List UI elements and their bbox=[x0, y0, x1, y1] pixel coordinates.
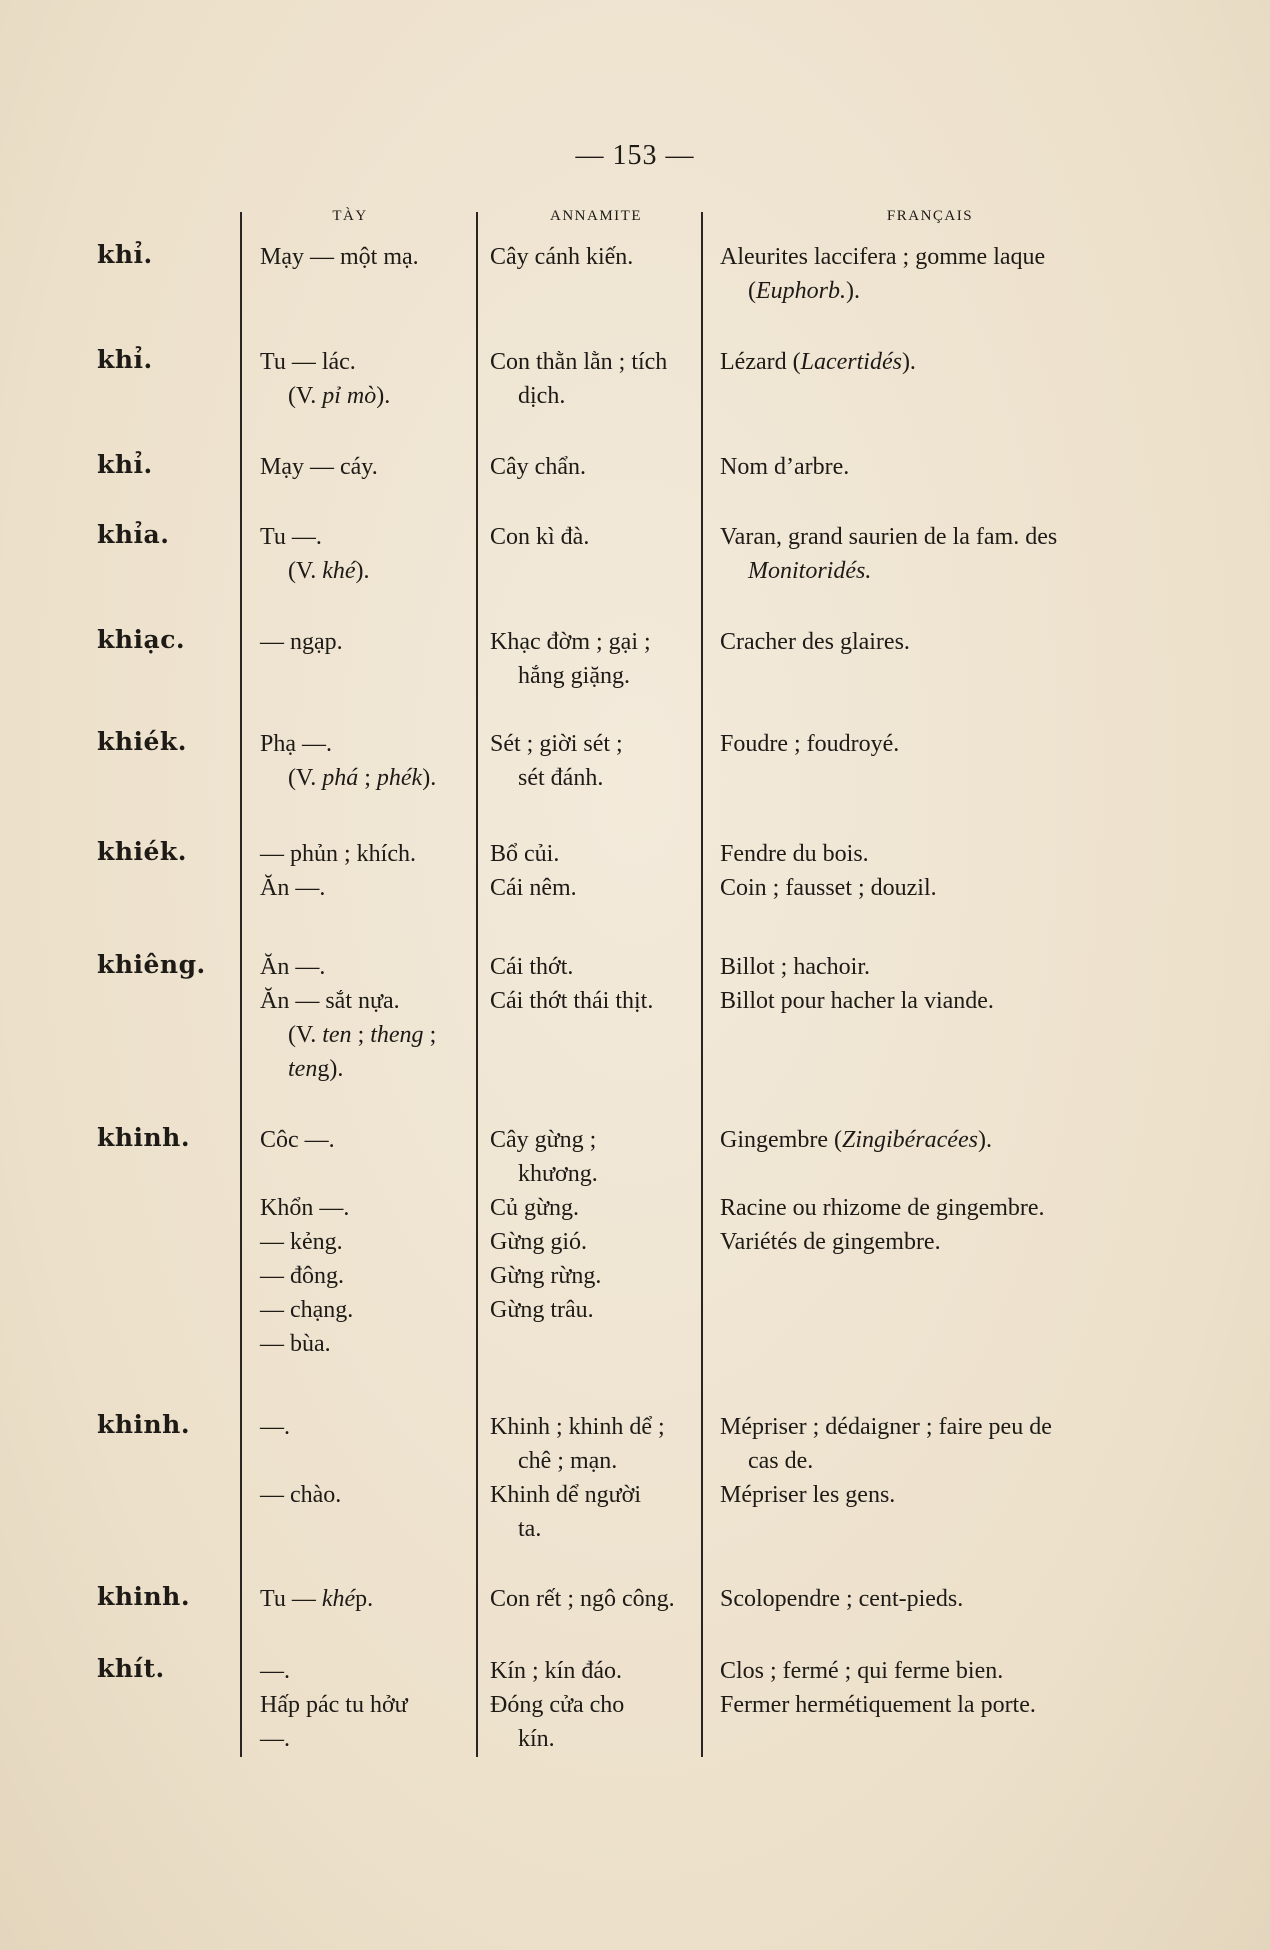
text-line: (V. ten ; theng ; bbox=[288, 1022, 437, 1048]
text-line: (V. khé). bbox=[288, 558, 370, 584]
text-line: Ăn —. bbox=[260, 875, 326, 901]
column-header-tay: TÀY bbox=[332, 208, 368, 224]
text-line: Gừng rừng. bbox=[490, 1263, 602, 1289]
text-line: Đóng cửa cho bbox=[490, 1692, 625, 1718]
francais-text bbox=[720, 950, 1140, 1018]
annamite-text bbox=[490, 345, 700, 413]
annamite-text bbox=[490, 1654, 700, 1756]
text-line: —. bbox=[260, 1726, 290, 1752]
text-line: Cây cánh kiến. bbox=[490, 244, 634, 270]
text-line: Coin ; fausset ; douzil. bbox=[720, 875, 937, 901]
text-line: Gingembre (Zingibéracées). bbox=[720, 1127, 992, 1153]
annamite-text bbox=[490, 1410, 700, 1546]
text-line: — phủn ; khích. bbox=[260, 841, 416, 867]
annamite-text bbox=[490, 450, 700, 484]
tay-text bbox=[260, 1582, 470, 1616]
text-line: — ngạp. bbox=[260, 629, 343, 655]
text-line: —. bbox=[260, 1414, 290, 1440]
text-line: cas de. bbox=[748, 1448, 814, 1474]
annamite-text bbox=[490, 1123, 700, 1327]
headword: khiêng. bbox=[97, 950, 206, 979]
francais-text bbox=[720, 345, 1140, 379]
text-line: —. bbox=[260, 1658, 290, 1684]
tay-text bbox=[260, 520, 470, 588]
text-line: Phạ —. bbox=[260, 731, 332, 757]
text-line: Cái thớt thái thịt. bbox=[490, 988, 654, 1014]
headword: khỉ. bbox=[97, 450, 153, 479]
text-line: Fermer hermétiquement la porte. bbox=[720, 1692, 1036, 1718]
headword: khít. bbox=[97, 1654, 165, 1683]
text-line bbox=[720, 1157, 1140, 1191]
text-line: Lézard (Lacertidés). bbox=[720, 349, 916, 375]
text-line: Aleurites laccifera ; gomme laque bbox=[720, 244, 1046, 270]
francais-text bbox=[720, 240, 1140, 308]
headword: khinh. bbox=[97, 1582, 191, 1611]
column-header-annamite: ANNAMITE bbox=[550, 208, 642, 224]
text-line: Varan, grand saurien de la fam. des bbox=[720, 524, 1058, 550]
tay-text bbox=[260, 727, 470, 795]
column-divider-1 bbox=[240, 212, 242, 1757]
text-line: Nom d’arbre. bbox=[720, 454, 850, 480]
francais-text bbox=[720, 450, 1140, 484]
text-line: Billot ; hachoir. bbox=[720, 954, 870, 980]
annamite-text bbox=[490, 240, 700, 274]
francais-text bbox=[720, 727, 1140, 761]
francais-text bbox=[720, 1654, 1140, 1722]
headword: khinh. bbox=[97, 1123, 191, 1152]
text-line: Củ gừng. bbox=[490, 1195, 580, 1221]
text-line: Sét ; giời sét ; bbox=[490, 731, 623, 757]
francais-text bbox=[720, 1410, 1140, 1512]
headword: khinh. bbox=[97, 1410, 191, 1439]
text-line: Hấp pác tu hởư bbox=[260, 1692, 408, 1718]
francais-text bbox=[720, 520, 1140, 588]
text-line: Con thằn lằn ; tích bbox=[490, 349, 668, 375]
text-line: Khạc đờm ; gại ; bbox=[490, 629, 651, 655]
headword: khiék. bbox=[97, 727, 187, 756]
text-line: — đông. bbox=[260, 1263, 344, 1289]
text-line: Clos ; fermé ; qui ferme bien. bbox=[720, 1658, 1004, 1684]
text-line: Côc —. bbox=[260, 1127, 335, 1153]
text-line: dịch. bbox=[518, 383, 566, 409]
text-line: Cracher des glaires. bbox=[720, 629, 910, 655]
text-line: Scolopendre ; cent-pieds. bbox=[720, 1586, 964, 1612]
text-line: chê ; mạn. bbox=[518, 1448, 618, 1474]
annamite-text bbox=[490, 727, 700, 795]
text-line: Variétés de gingembre. bbox=[720, 1229, 941, 1255]
text-line: Racine ou rhizome de gingembre. bbox=[720, 1195, 1045, 1221]
tay-text bbox=[260, 1654, 470, 1756]
text-line: Cây gừng ; bbox=[490, 1127, 597, 1153]
tay-text bbox=[260, 345, 470, 413]
text-line: Cây chẩn. bbox=[490, 454, 586, 480]
text-line: (V. pỉ mò). bbox=[288, 383, 391, 409]
text-line: Ăn — sắt nựa. bbox=[260, 988, 400, 1014]
column-divider-3 bbox=[701, 212, 703, 1757]
text-line: Ăn —. bbox=[260, 954, 326, 980]
annamite-text bbox=[490, 625, 700, 693]
tay-text bbox=[260, 240, 470, 274]
headword: khiék. bbox=[97, 837, 187, 866]
annamite-text bbox=[490, 1582, 700, 1616]
francais-text bbox=[720, 1582, 1140, 1616]
annamite-text bbox=[490, 520, 700, 554]
text-line: sét đánh. bbox=[518, 765, 604, 791]
text-line: Kín ; kín đáo. bbox=[490, 1658, 622, 1684]
text-line: Khinh ; khinh dể ; bbox=[490, 1414, 665, 1440]
text-line: Tu —. bbox=[260, 524, 322, 550]
text-line: Tu — lác. bbox=[260, 349, 356, 375]
text-line: — chạng. bbox=[260, 1297, 354, 1323]
text-line bbox=[260, 1157, 470, 1191]
annamite-text bbox=[490, 950, 700, 1018]
text-line: — chào. bbox=[260, 1482, 342, 1508]
text-line: Con rết ; ngô công. bbox=[490, 1586, 675, 1612]
tay-text bbox=[260, 837, 470, 905]
text-line: Monitoridés. bbox=[748, 558, 872, 584]
text-line: Gừng gió. bbox=[490, 1229, 588, 1255]
francais-text bbox=[720, 1123, 1140, 1259]
francais-text bbox=[720, 837, 1140, 905]
annamite-text bbox=[490, 837, 700, 905]
tay-text bbox=[260, 1410, 470, 1512]
text-line: Foudre ; foudroyé. bbox=[720, 731, 900, 757]
text-line: Billot pour hacher la viande. bbox=[720, 988, 994, 1014]
text-line: Mạy — cáy. bbox=[260, 454, 378, 480]
text-line bbox=[260, 1444, 470, 1478]
text-line: Bổ củi. bbox=[490, 841, 560, 867]
text-line: Fendre du bois. bbox=[720, 841, 869, 867]
text-line: Mépriser ; dédaigner ; faire peu de bbox=[720, 1414, 1052, 1440]
tay-text bbox=[260, 1123, 470, 1361]
text-line: Khổn —. bbox=[260, 1195, 350, 1221]
text-line: ta. bbox=[518, 1516, 542, 1542]
tay-text bbox=[260, 950, 470, 1086]
text-line: Tu — khép. bbox=[260, 1586, 374, 1612]
text-line: — bùa. bbox=[260, 1331, 331, 1357]
text-line: Con kì đà. bbox=[490, 524, 590, 550]
page-number: — 153 — bbox=[575, 140, 695, 171]
column-header-francais: FRANÇAIS bbox=[886, 208, 974, 224]
text-line: kín. bbox=[518, 1726, 555, 1752]
text-line: (V. phá ; phék). bbox=[288, 765, 437, 791]
headword: khỉa. bbox=[97, 520, 170, 549]
text-line: khương. bbox=[518, 1161, 598, 1187]
tay-text bbox=[260, 450, 470, 484]
text-line: — kẻng. bbox=[260, 1229, 343, 1255]
text-line: Mépriser les gens. bbox=[720, 1482, 896, 1508]
text-line: Mạy — một mạ. bbox=[260, 244, 419, 270]
francais-text bbox=[720, 625, 1140, 659]
column-divider-2 bbox=[476, 212, 478, 1757]
text-line: Khinh dể người bbox=[490, 1482, 642, 1508]
text-line: (Euphorb.). bbox=[748, 278, 860, 304]
headword: khỉ. bbox=[97, 240, 153, 269]
headword: khiạc. bbox=[97, 625, 186, 654]
tay-text bbox=[260, 625, 470, 659]
text-line: Cái thớt. bbox=[490, 954, 574, 980]
headword: khỉ. bbox=[97, 345, 153, 374]
text-line: teng). bbox=[288, 1056, 344, 1082]
text-line: Gừng trâu. bbox=[490, 1297, 594, 1323]
text-line: Cái nêm. bbox=[490, 875, 577, 901]
text-line: hắng giặng. bbox=[518, 663, 630, 689]
